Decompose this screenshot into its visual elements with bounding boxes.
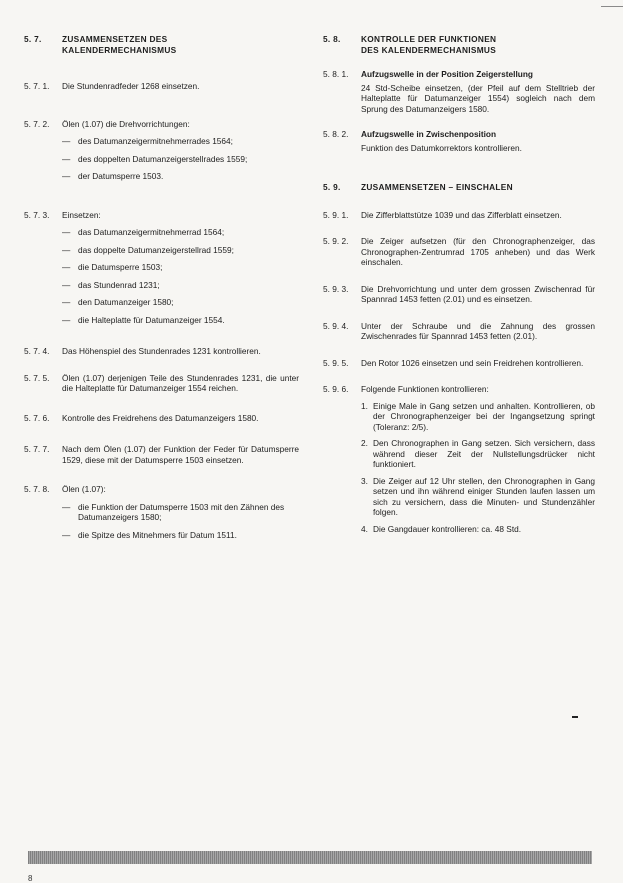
step-5-9-5 [323, 358, 595, 369]
step-5-9-2 [323, 236, 595, 268]
step-5-9-4 [323, 321, 595, 342]
step-text: Einsetzen: [62, 209, 101, 220]
step-5-7-7 [24, 444, 299, 465]
list-item: — das doppelte Datumanzeigerstellrad 1559; [62, 244, 234, 255]
step-text: Die Stundenradfeder 1268 einsetzen. [62, 81, 200, 91]
step-5-8-1 [323, 69, 595, 114]
step-text: Ölen (1.07) die Drehvorrichtungen: [62, 118, 190, 129]
step-text: Die Zifferblattstütze 1039 und das Zifferblatt einsetzen. [361, 209, 562, 220]
step-text: Unter der Schraube und die Zahnung des grossen Zwischenrades für Spannrad 1453 fetten (2.01). [361, 320, 595, 341]
ordered-list [361, 401, 595, 535]
section-5-7 [24, 34, 299, 55]
step-5-9-1 [323, 210, 595, 221]
section-5-9 [323, 182, 595, 193]
step-text: Ölen (1.07) derjenigen Teile des Stundenrades 1231, die unter die Halteplatte für Datumanzeiger 1554 reichen. [62, 372, 299, 393]
step-text: Den Rotor 1026 einsetzen und sein Freidrehen kontrollieren. [361, 357, 584, 368]
list-item: — der Datumsperre 1503. [62, 171, 164, 181]
list-item: — die Funktion der Datumsperre 1503 mit den Zähnen des Datumanzeigers 1580; [62, 501, 285, 522]
step-number: 5. 7. 7. [24, 444, 50, 454]
step-text: Die Zeiger aufsetzen (für den Chronographenzeiger, das Chronographen-Zentrumrad 1705 anheben) und das Werk einschalen. [361, 236, 595, 267]
list-item: — das Datumanzeigermitnehmerrad 1564; [62, 227, 225, 237]
step-number: 5. 9. 6. [323, 384, 349, 394]
step-text: Folgende Funktionen kontrollieren: [361, 384, 489, 394]
step-5-7-4 [24, 346, 299, 357]
step-number: 5. 9. 5. [323, 357, 349, 368]
list-item: — das Stundenrad 1231; [62, 279, 160, 290]
step-number: 5. 7. 2. [24, 118, 50, 129]
list-item: 3. Die Zeiger auf 12 Uhr stellen, den Chronographen in Gang setzen und ihn während einiger Stunden laufen lassen um sich zu versichern, dass die Minuten- und Stundenzähler folgen. [361, 475, 595, 517]
step-text: Das Höhenspiel des Stundenrades 1231 kontrollieren. [62, 346, 261, 356]
step-5-7-8 [24, 484, 299, 495]
step-5-8-2 [323, 129, 595, 153]
step-5-7-1 [24, 81, 299, 92]
step-number: 5. 7. 4. [24, 346, 50, 356]
list-item: 4. Die Gangdauer kontrollieren: ca. 48 Std. [361, 523, 522, 534]
section-number: 5. 9. [323, 182, 341, 192]
step-text: Die Drehvorrichtung und unter dem grossen Zwischenrad für Spannrad 1453 fetten (2.01) und es einsetzen. [361, 283, 595, 304]
list-item: 2. Den Chronographen in Gang setzen. Sich versichern, dass während dieser Zeit der Nullstellungsdrücker nicht funktioniert. [361, 438, 595, 469]
scan-artifact-line [601, 6, 623, 7]
step-number: 5. 9. 2. [323, 236, 349, 246]
section-title-line1: ZUSAMMENSETZEN DES [62, 34, 168, 44]
step-text: Nach dem Ölen (1.07) der Funktion der Feder für Datumsperre 1529, diese mit der Datumsperre 1503 einsetzen. [62, 444, 299, 465]
list-item: — die Datumsperre 1503; [62, 262, 163, 272]
step-number: 5. 8. 1. [323, 69, 349, 79]
step-number: 5. 9. 3. [323, 283, 349, 294]
list-item: 1. Einige Male in Gang setzen und anhalten. Kontrollieren, ob der Chronographenzeiger bei der Ingangsetzung springt (Toleranz: 2/5). [361, 400, 595, 432]
step-5-7-6 [24, 413, 299, 424]
list-item: — den Datumanzeiger 1580; [62, 297, 174, 307]
section-title-line2: DES KALENDERMECHANISMUS [361, 44, 497, 55]
section-title-line2: KALENDERMECHANISMUS [62, 44, 177, 55]
step-number: 5. 7. 6. [24, 412, 50, 423]
step-text: Funktion des Datumkorrektors kontrollieren. [361, 142, 522, 153]
step-text: Ölen (1.07): [62, 484, 106, 494]
step-text: Kontrolle des Freidrehens des Datumanzeigers 1580. [62, 412, 259, 423]
stray-mark [572, 716, 578, 718]
list-item: — die Spitze des Mitnehmers für Datum 1511. [62, 529, 237, 540]
step-number: 5. 7. 1. [24, 81, 50, 91]
left-column [24, 34, 299, 540]
step-title: Aufzugswelle in Zwischenposition [361, 129, 497, 139]
section-5-8 [323, 34, 595, 55]
section-title: ZUSAMMENSETZEN – EINSCHALEN [361, 182, 513, 192]
list-item: — des Datumanzeigermitnehmerrades 1564; [62, 136, 233, 146]
footer-bar [28, 851, 592, 864]
step-5-7-3 [24, 210, 299, 221]
step-number: 5. 8. 2. [323, 129, 349, 139]
step-title: Aufzugswelle in der Position Zeigerstellung [361, 69, 533, 79]
section-title-line1: KONTROLLE DER FUNKTIONEN [361, 34, 497, 44]
list-item: — des doppelten Datumanzeigerstellrades 1559; [62, 153, 248, 164]
step-number: 5. 7. 3. [24, 209, 50, 220]
step-text: 24 Std-Scheibe einsetzen, (der Pfeil auf dem Stelltrieb der Halteplatte für Datumanzeiger 1554) sogleich nach dem Sprung des Datumanzeigers 1580. [361, 82, 595, 114]
page-number: 8 [28, 874, 33, 883]
step-number: 5. 7. 5. [24, 372, 50, 383]
list-item: — die Halteplatte für Datumanzeiger 1554. [62, 314, 225, 325]
step-number: 5. 9. 1. [323, 209, 349, 220]
step-5-9-6 [323, 384, 595, 395]
right-column [323, 34, 595, 540]
step-5-7-5 [24, 373, 299, 394]
section-number: 5. 7. [24, 34, 42, 44]
step-number: 5. 9. 4. [323, 320, 349, 331]
step-number: 5. 7. 8. [24, 484, 50, 494]
section-number: 5. 8. [323, 34, 341, 44]
step-5-7-2 [24, 119, 299, 130]
step-5-9-3 [323, 284, 595, 305]
